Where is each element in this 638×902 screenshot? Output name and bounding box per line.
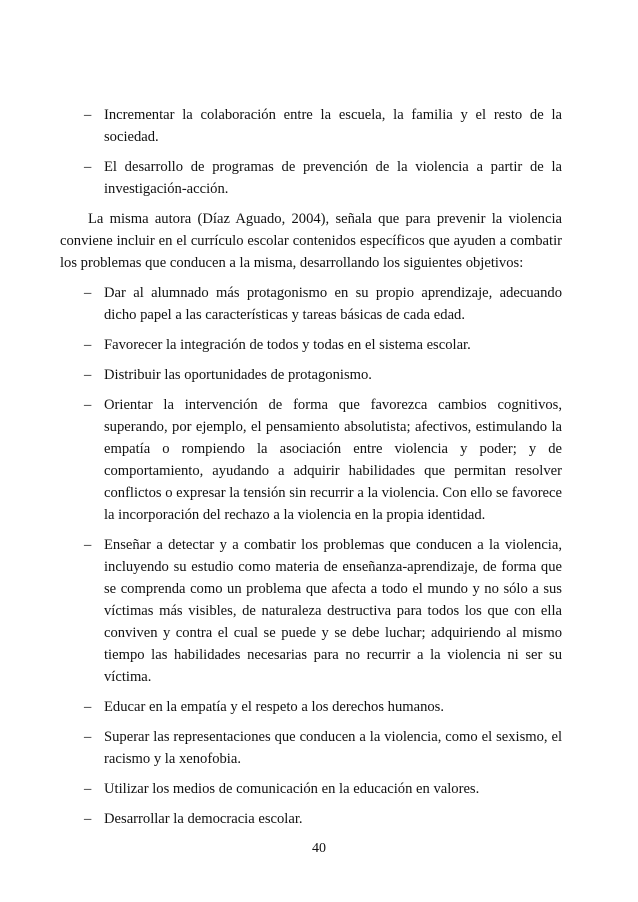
list-item xyxy=(60,696,562,718)
list-item-text: Orientar la intervención de forma que favorezca cambios cognitivos, superando, por ejemplo, el pensamiento absolutista; afectivos, estimulando la empatía o rompiendo la asociación entre violencia y poder; y de comportamiento, ayudando a adquirir habilidades que permitan resolver conflictos o expresar la tensión sin recurrir a la violencia. Con ello se favorece la incorporación del rechazo a la violencia en la propia identidad. xyxy=(104,397,562,523)
list-item-text: Distribuir las oportunidades de protagonismo. xyxy=(104,367,372,383)
dash-bullet: – xyxy=(84,107,92,123)
list-item xyxy=(60,534,562,688)
list-item xyxy=(60,156,562,200)
list-item-text: Superar las representaciones que conducen a la violencia, como el sexismo, el racismo y la xenofobia. xyxy=(104,729,562,767)
list-item xyxy=(60,282,562,326)
dash-bullet: – xyxy=(84,811,92,827)
list-item-text: Utilizar los medios de comunicación en la educación en valores. xyxy=(104,781,480,797)
objectives-list xyxy=(60,282,562,830)
page-body xyxy=(60,104,562,838)
dash-bullet: – xyxy=(84,285,92,301)
list-item-text: Enseñar a detectar y a combatir los problemas que conducen a la violencia, incluyendo su estudio como materia de enseñanza-aprendizaje, de forma que se comprenda como un problema que afecta a todo el mundo y no sólo a sus víctimas más visibles, de naturaleza destructiva para todos los que con ella conviven y contra el cual se puede y se debe luchar; adquiriendo al mismo tiempo las habilidades necesarias para no recurrir a la violencia ni ser su víctima. xyxy=(104,537,562,685)
list-item xyxy=(60,104,562,148)
list-item-text: Dar al alumnado más protagonismo en su propio aprendizaje, adecuando dicho papel a las características y tareas básicas de cada edad. xyxy=(104,285,562,323)
dash-bullet: – xyxy=(84,729,92,745)
list-item xyxy=(60,334,562,356)
list-item xyxy=(60,394,562,526)
dash-bullet: – xyxy=(84,699,92,715)
list-item xyxy=(60,778,562,800)
list-item xyxy=(60,364,562,386)
list-item-text: Educar en la empatía y el respeto a los derechos humanos. xyxy=(104,699,444,715)
dash-bullet: – xyxy=(84,537,92,553)
list-item-text: Desarrollar la democracia escolar. xyxy=(104,811,303,827)
body-paragraph: La misma autora (Díaz Aguado, 2004), señala que para prevenir la violencia conviene incluir en el currículo escolar contenidos específicos que ayuden a combatir los problemas que conducen a la misma, desarrollando los siguientes objetivos: xyxy=(60,211,562,271)
list-item xyxy=(60,808,562,830)
list-item xyxy=(60,726,562,770)
intro-list xyxy=(60,104,562,200)
list-item-text: Favorecer la integración de todos y todas en el sistema escolar. xyxy=(104,337,471,353)
dash-bullet: – xyxy=(84,397,92,413)
list-item-text: Incrementar la colaboración entre la escuela, la familia y el resto de la sociedad. xyxy=(104,107,562,145)
dash-bullet: – xyxy=(84,367,92,383)
dash-bullet: – xyxy=(84,781,92,797)
list-item-text: El desarrollo de programas de prevención de la violencia a partir de la investigación-acción. xyxy=(104,159,562,197)
dash-bullet: – xyxy=(84,159,92,175)
page-number: 40 xyxy=(312,841,326,856)
dash-bullet: – xyxy=(84,337,92,353)
